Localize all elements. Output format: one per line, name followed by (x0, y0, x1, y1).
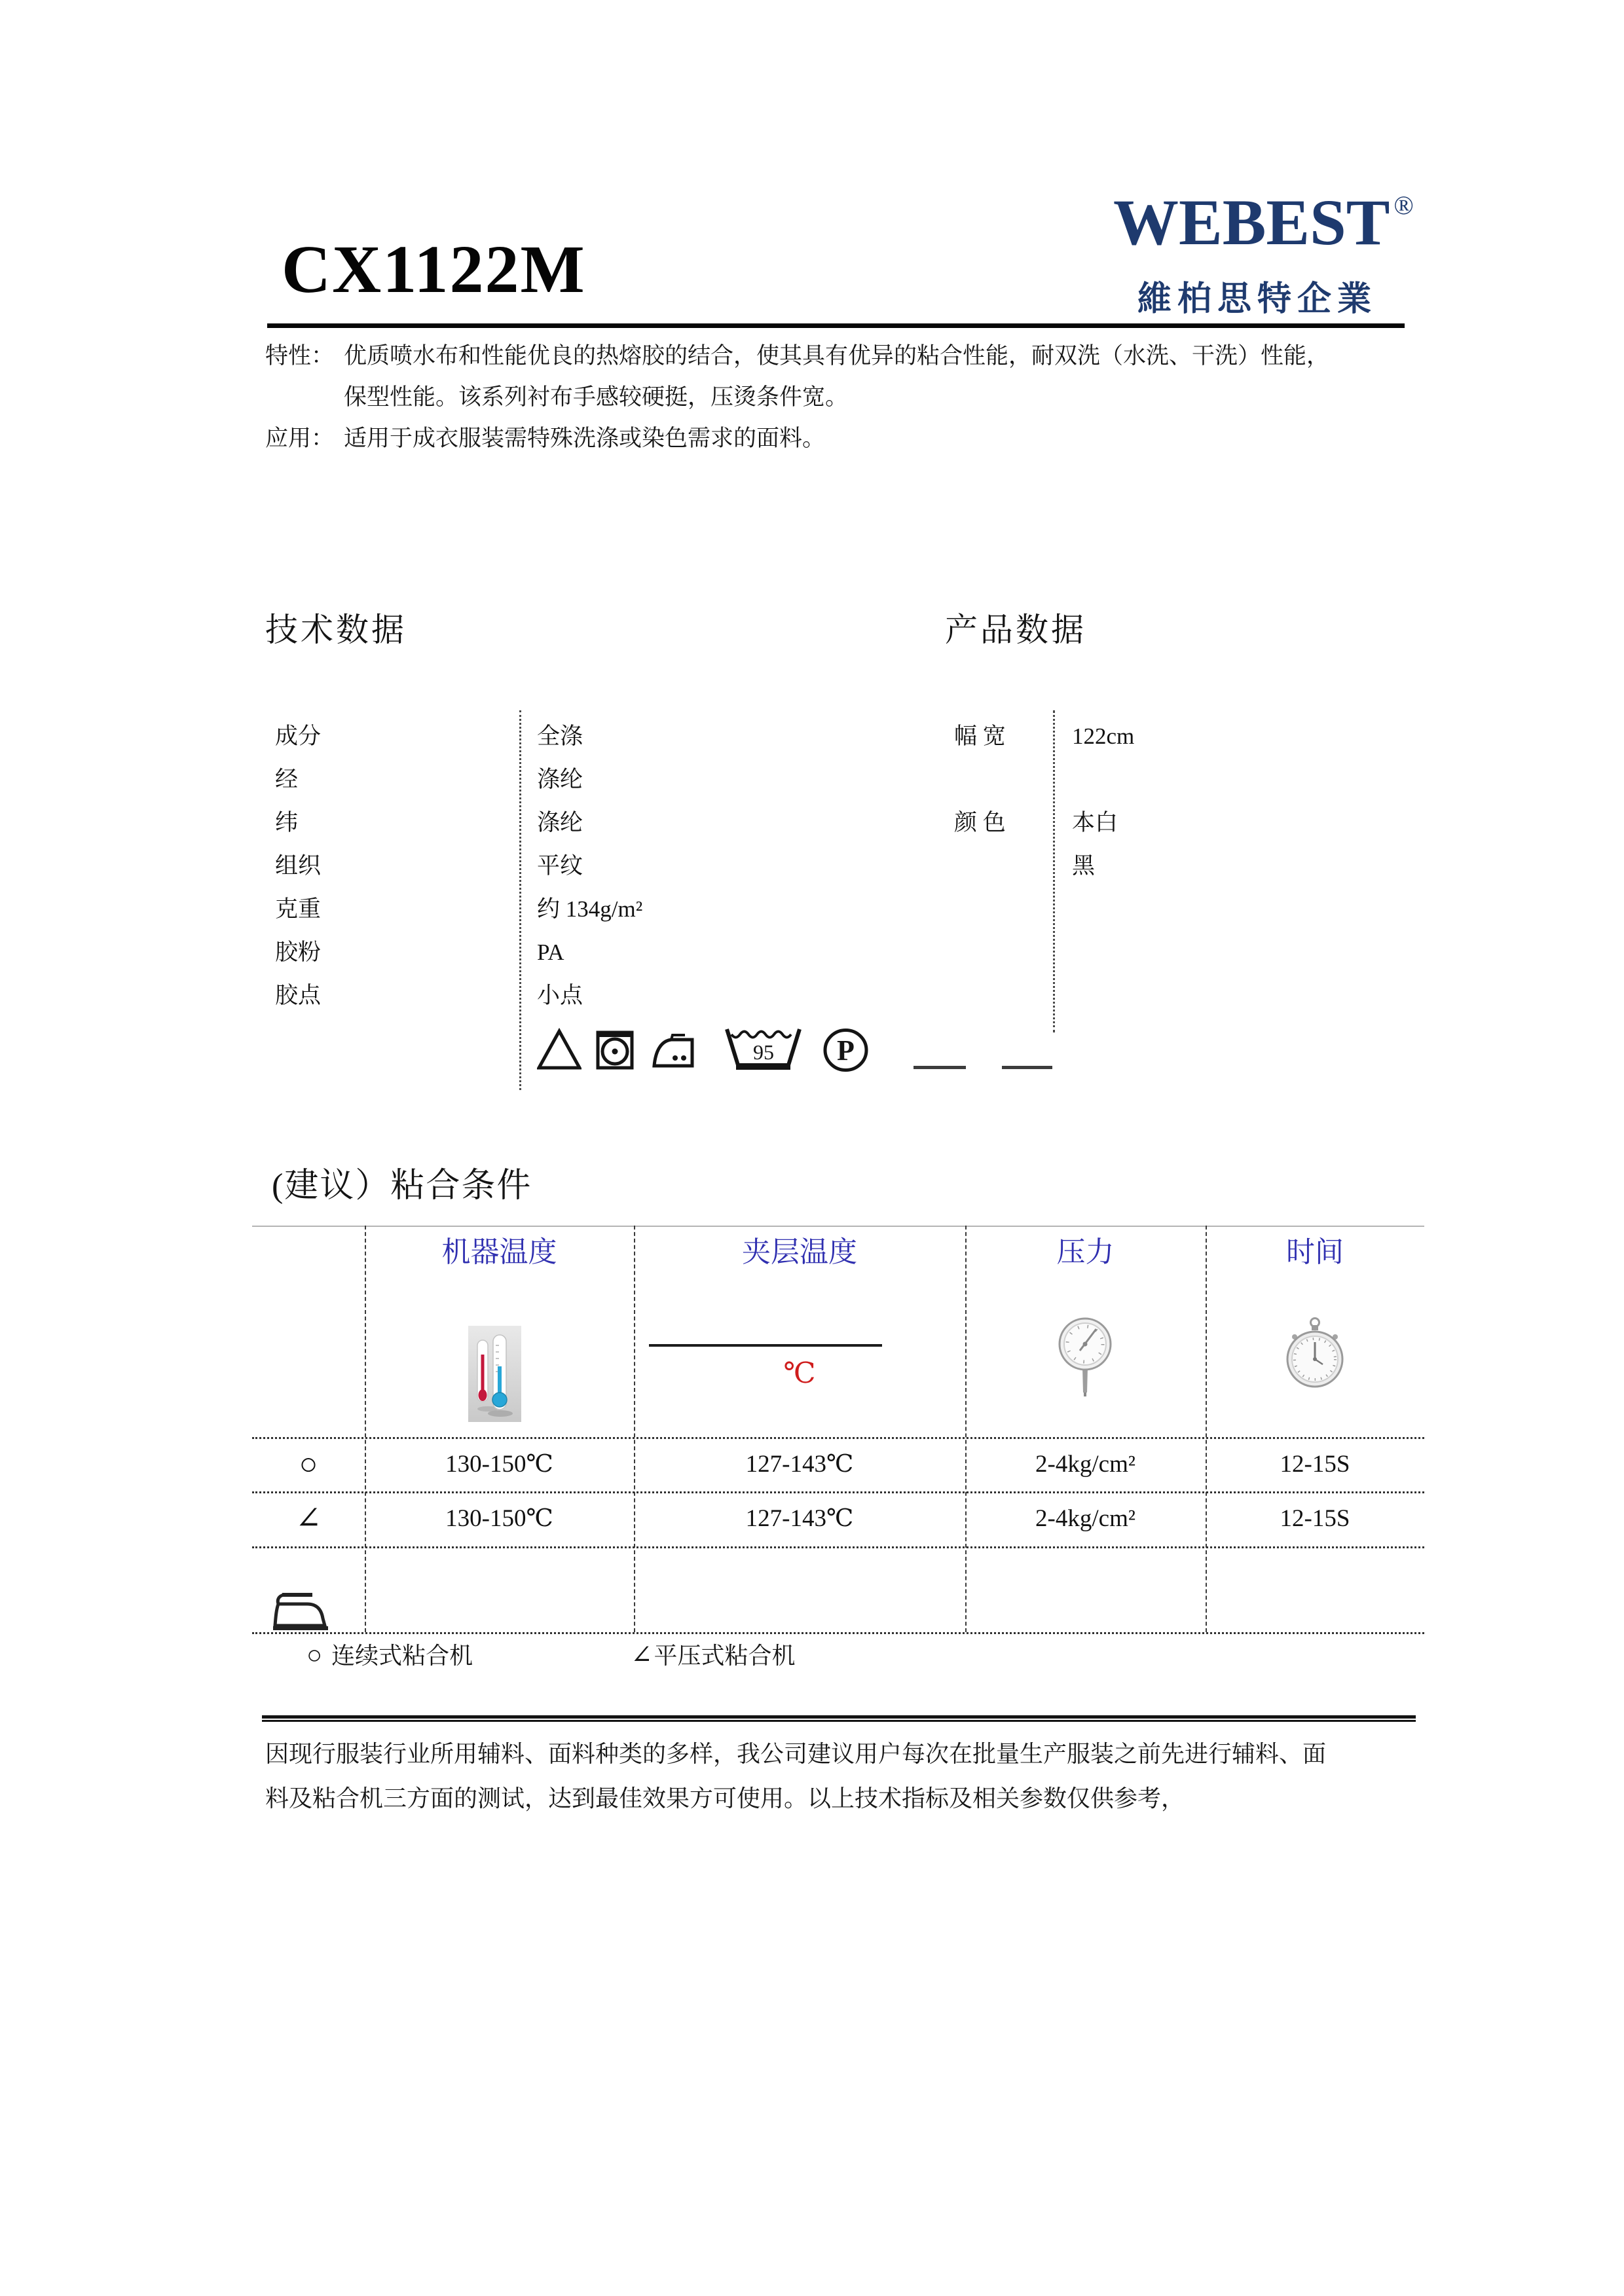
legend-label: 连续式粘合机 (331, 1643, 473, 1669)
angle-symbol: ∠ (631, 1640, 653, 1669)
time-value: 12-15S (1280, 1451, 1350, 1478)
column-header-machine-temp: 机器温度 (441, 1236, 557, 1268)
logo-subtitle: 維柏思特企業 (1137, 281, 1377, 318)
interlayer-temp-value: 127-143℃ (745, 1451, 854, 1478)
tumble-dry-icon (596, 1030, 634, 1070)
table-row (275, 931, 564, 974)
wash-95-icon (725, 1027, 802, 1072)
table-row (275, 974, 583, 1017)
row-value: 小点 (537, 983, 583, 1008)
column-header-pressure: 压力 (1056, 1236, 1115, 1268)
feature-text-1: 优质喷水布和性能优良的热熔胶的结合，使其具有优异的粘合性能，耐双洗（水洗、干洗）性能， (344, 343, 1330, 369)
header-divider (267, 323, 1405, 328)
feature-label: 特性： (265, 343, 335, 369)
dry-clean-p-icon (822, 1028, 869, 1072)
legend-continuous-machine (306, 1641, 473, 1669)
pressure-value: 2-4kg/cm² (1035, 1505, 1135, 1532)
blank-dash-icon (913, 1066, 966, 1069)
celsius-symbol: ℃ (783, 1357, 816, 1389)
row-label: 经 (275, 767, 299, 792)
row-divider (252, 1546, 1424, 1548)
column-divider (965, 1226, 967, 1632)
row-label: 克重 (275, 896, 322, 922)
tech-data-table (275, 715, 643, 1017)
care-symbols-row (537, 1027, 1067, 1075)
row-symbol-continuous: ○ (299, 1447, 318, 1482)
iron-medium-icon (651, 1033, 695, 1071)
page-title: CX1122M (282, 232, 586, 307)
tech-data-heading: 技术数据 (265, 611, 407, 648)
logo-brand-text: WEBEST (1113, 186, 1390, 259)
footer-line-1: 因现行服装行业所用辅料、面料种类的多样，我公司建议用户每次在批量生产服装之前先进行辅料、面 (265, 1741, 1327, 1767)
row-label: 胶粉 (275, 939, 322, 965)
table-row (275, 715, 583, 758)
column-divider (634, 1226, 635, 1632)
feature-line-1 (265, 335, 1424, 376)
row-value: 涤纶 (537, 810, 583, 835)
table-row (954, 715, 1177, 758)
bleach-triangle-icon (537, 1028, 581, 1071)
row-value: 122cm (1072, 723, 1135, 749)
column-header-time: 时间 (1286, 1236, 1344, 1268)
table-row (954, 801, 1177, 845)
table-top-border (252, 1226, 1424, 1227)
machine-temp-value: 130-150℃ (445, 1505, 553, 1532)
blank-dash-icon (1002, 1066, 1052, 1069)
row-label: 颜 色 (954, 810, 1006, 835)
table-row (275, 845, 583, 888)
circle-symbol: ○ (306, 1640, 323, 1669)
footer-line-2: 料及粘合机三方面的测试，达到最佳效果方可使用。以上技术指标及相关参数仅供参考， (265, 1785, 1185, 1812)
row-value: 本白 (1072, 810, 1118, 835)
pressure-gauge-icon (1058, 1314, 1113, 1398)
row-value: 全涤 (537, 723, 583, 749)
brand-logo (1113, 186, 1414, 320)
row-value: 黑 (1072, 853, 1096, 879)
interlayer-temp-line (649, 1344, 882, 1347)
feature-line-2: 保型性能。该系列衬布手感较硬挺，压烫条件宽。 (344, 384, 849, 410)
wash-temperature-text: 95 (753, 1040, 774, 1064)
row-label: 幅 宽 (954, 723, 1006, 749)
dry-clean-code-text: P (837, 1034, 855, 1066)
footer-divider (262, 1715, 1416, 1722)
logo-brand (1113, 186, 1414, 268)
table-row (275, 888, 643, 931)
product-data-table (954, 715, 1177, 888)
legend-label: 平压式粘合机 (654, 1643, 796, 1669)
row-value: 平纹 (537, 853, 583, 879)
table-row-spacer (954, 758, 1177, 801)
row-label: 胶点 (275, 983, 322, 1008)
column-header-interlayer-temp: 夹层温度 (742, 1236, 857, 1268)
pressure-value: 2-4kg/cm² (1035, 1451, 1135, 1478)
registered-trademark-icon: ® (1393, 191, 1414, 220)
application-line (265, 418, 1424, 459)
table-row (954, 845, 1177, 888)
machine-temp-value: 130-150℃ (445, 1451, 553, 1478)
stopwatch-icon (1286, 1316, 1344, 1389)
tech-table-divider (519, 710, 521, 1090)
flat-iron-icon (270, 1590, 331, 1631)
interlayer-temp-value: 127-143℃ (745, 1505, 854, 1532)
row-value: PA (537, 939, 564, 965)
table-bottom-border (252, 1632, 1424, 1634)
bonding-conditions-heading: (建议）粘合条件 (272, 1167, 532, 1205)
table-row (275, 758, 583, 801)
application-label: 应用： (265, 426, 335, 451)
column-divider (1206, 1226, 1207, 1632)
legend-flat-press-machine (631, 1641, 796, 1669)
row-symbol-flat-press: ∠ (295, 1501, 322, 1536)
row-label: 纬 (275, 810, 299, 835)
row-value: 涤纶 (537, 767, 583, 792)
table-row (275, 801, 583, 845)
column-divider (365, 1226, 366, 1632)
intro-paragraphs (265, 335, 1424, 459)
thermometer-icon (468, 1326, 521, 1422)
time-value: 12-15S (1280, 1505, 1350, 1532)
row-label: 组织 (275, 853, 322, 879)
application-text: 适用于成衣服装需特殊洗涤或染色需求的面料。 (344, 426, 826, 451)
product-table-divider (1053, 710, 1055, 1032)
product-data-heading: 产品数据 (945, 611, 1086, 648)
row-value: 约 134g/m² (537, 896, 643, 922)
footer-note (265, 1732, 1424, 1821)
bonding-conditions-table (252, 1226, 1424, 1632)
row-label: 成分 (275, 723, 322, 749)
